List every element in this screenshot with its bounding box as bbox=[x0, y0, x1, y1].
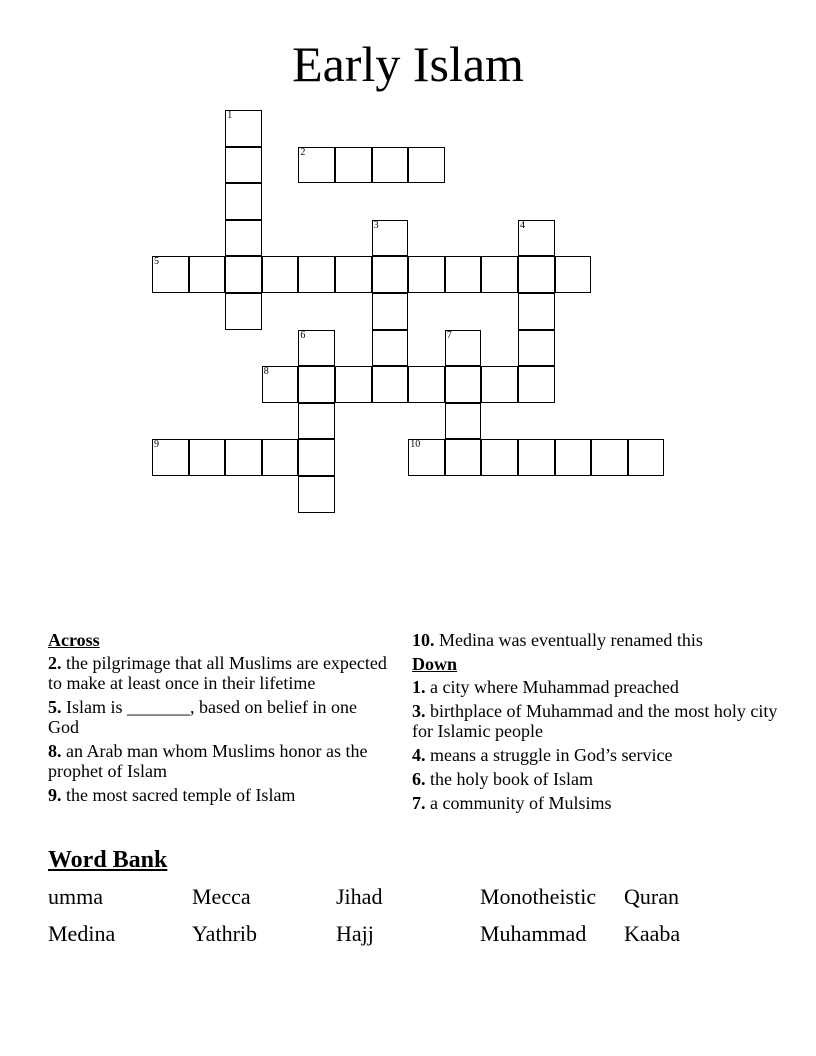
crossword-cell bbox=[481, 256, 518, 293]
clue-text: means a struggle in God’s service bbox=[430, 745, 673, 765]
down-clue-7 bbox=[412, 793, 784, 813]
crossword-cell bbox=[445, 366, 482, 403]
down-clue-6 bbox=[412, 769, 784, 789]
crossword-cell bbox=[225, 110, 262, 147]
crossword-cell bbox=[262, 256, 299, 293]
crossword-cell bbox=[481, 439, 518, 476]
crossword-cell bbox=[628, 439, 665, 476]
crossword-cell bbox=[372, 293, 409, 330]
crossword-cell bbox=[298, 403, 335, 440]
clue-number: 7. bbox=[412, 793, 426, 813]
crossword-cell bbox=[152, 439, 189, 476]
crossword-cell bbox=[152, 256, 189, 293]
crossword-cell bbox=[518, 220, 555, 257]
crossword-cell bbox=[445, 403, 482, 440]
word-bank-word: Muhammad bbox=[480, 921, 587, 946]
crossword-cell bbox=[481, 366, 518, 403]
clue-number: 10. bbox=[412, 630, 435, 650]
crossword-cell bbox=[189, 256, 226, 293]
clue-text: birthplace of Muhammad and the most holy city for Islamic people bbox=[412, 701, 778, 741]
crossword-cell bbox=[372, 366, 409, 403]
cell-number: 9 bbox=[154, 439, 159, 451]
crossword-cell bbox=[335, 366, 372, 403]
crossword-cell bbox=[298, 366, 335, 403]
across-heading: Across bbox=[48, 630, 100, 650]
clue-text: an Arab man whom Muslims honor as the prophet of Islam bbox=[48, 741, 368, 781]
crossword-cell bbox=[591, 439, 628, 476]
crossword-cell bbox=[445, 330, 482, 367]
cell-number: 4 bbox=[520, 219, 525, 231]
crossword-cell bbox=[262, 439, 299, 476]
clue-text: the pilgrimage that all Muslims are expected to make at least once in their lifetime bbox=[48, 653, 387, 693]
crossword-cell bbox=[298, 439, 335, 476]
crossword-cell bbox=[372, 147, 409, 184]
crossword-cell bbox=[225, 439, 262, 476]
crossword-cell bbox=[445, 256, 482, 293]
cell-number: 7 bbox=[446, 329, 452, 341]
crossword-cell bbox=[518, 366, 555, 403]
word-bank-word: Kaaba bbox=[624, 921, 681, 946]
crossword-cell bbox=[262, 366, 299, 403]
crossword-cell bbox=[445, 439, 482, 476]
crossword-cell bbox=[408, 439, 445, 476]
word-bank-word: Jihad bbox=[336, 884, 383, 909]
cell-number: 6 bbox=[300, 329, 306, 341]
clue-text: a community of Mulsims bbox=[430, 793, 612, 813]
clues-left-column bbox=[48, 630, 388, 809]
across-clue-8 bbox=[48, 741, 388, 781]
word-bank bbox=[48, 846, 788, 946]
crossword-cell bbox=[335, 147, 372, 184]
crossword-cell bbox=[225, 256, 262, 293]
crossword-cell bbox=[225, 147, 262, 184]
crossword-cell bbox=[518, 293, 555, 330]
down-clue-3 bbox=[412, 701, 784, 741]
across-clue-5 bbox=[48, 697, 388, 737]
cell-number: 1 bbox=[227, 110, 233, 121]
crossword-cell bbox=[555, 256, 592, 293]
crossword-cell bbox=[372, 330, 409, 367]
clue-number: 8. bbox=[48, 741, 62, 761]
across-clue-9 bbox=[48, 785, 388, 805]
crossword-cell bbox=[189, 439, 226, 476]
across-clue-2 bbox=[48, 653, 388, 693]
cell-number: 3 bbox=[373, 219, 379, 231]
crossword-cell bbox=[408, 256, 445, 293]
clue-text: a city where Muhammad preached bbox=[430, 677, 679, 697]
cell-number: 10 bbox=[410, 439, 421, 451]
crossword-cell bbox=[518, 439, 555, 476]
clue-number: 5. bbox=[48, 697, 62, 717]
crossword-cell bbox=[335, 256, 372, 293]
word-bank-word: Mecca bbox=[192, 884, 251, 909]
word-bank-title: Word Bank bbox=[48, 847, 168, 873]
cell-number: 5 bbox=[154, 256, 159, 268]
across-clue-10 bbox=[412, 630, 784, 650]
clue-text: the most sacred temple of Islam bbox=[66, 785, 296, 805]
crossword-cell bbox=[372, 220, 409, 257]
crossword-cell bbox=[518, 330, 555, 367]
word-bank-word: Monotheistic bbox=[480, 884, 597, 909]
word-bank-word: Yathrib bbox=[192, 921, 258, 946]
clue-number: 4. bbox=[412, 745, 426, 765]
crossword-cell bbox=[298, 476, 335, 513]
clue-number: 6. bbox=[412, 769, 426, 789]
clue-number: 3. bbox=[412, 701, 426, 721]
clue-text: the holy book of Islam bbox=[430, 769, 593, 789]
clue-number: 9. bbox=[48, 785, 62, 805]
word-bank-word: umma bbox=[48, 884, 103, 909]
cell-number: 8 bbox=[263, 366, 269, 378]
word-bank-word: Hajj bbox=[336, 921, 374, 946]
down-clue-1 bbox=[412, 677, 784, 697]
crossword-cell bbox=[298, 256, 335, 293]
clue-number: 1. bbox=[412, 677, 426, 697]
down-clue-4 bbox=[412, 745, 784, 765]
clues-right-column bbox=[412, 630, 784, 817]
page-title: Early Islam bbox=[292, 36, 524, 92]
word-bank-word: Quran bbox=[624, 884, 679, 909]
crossword-cell bbox=[408, 147, 445, 184]
crossword-cell bbox=[555, 439, 592, 476]
crossword-cell bbox=[408, 366, 445, 403]
crossword-cell bbox=[298, 147, 335, 184]
cell-number: 2 bbox=[300, 146, 306, 158]
crossword-cell bbox=[518, 256, 555, 293]
word-bank-word: Medina bbox=[48, 921, 116, 946]
crossword-cell bbox=[225, 220, 262, 257]
down-heading: Down bbox=[412, 654, 458, 674]
clue-number: 2. bbox=[48, 653, 62, 673]
crossword-cell bbox=[225, 183, 262, 220]
crossword-cell bbox=[225, 293, 262, 330]
crossword-cell bbox=[372, 256, 409, 293]
crossword-cell bbox=[298, 330, 335, 367]
clue-text: Medina was eventually renamed this bbox=[439, 630, 703, 650]
clue-text: Islam is _______, based on belief in one God bbox=[48, 697, 357, 737]
